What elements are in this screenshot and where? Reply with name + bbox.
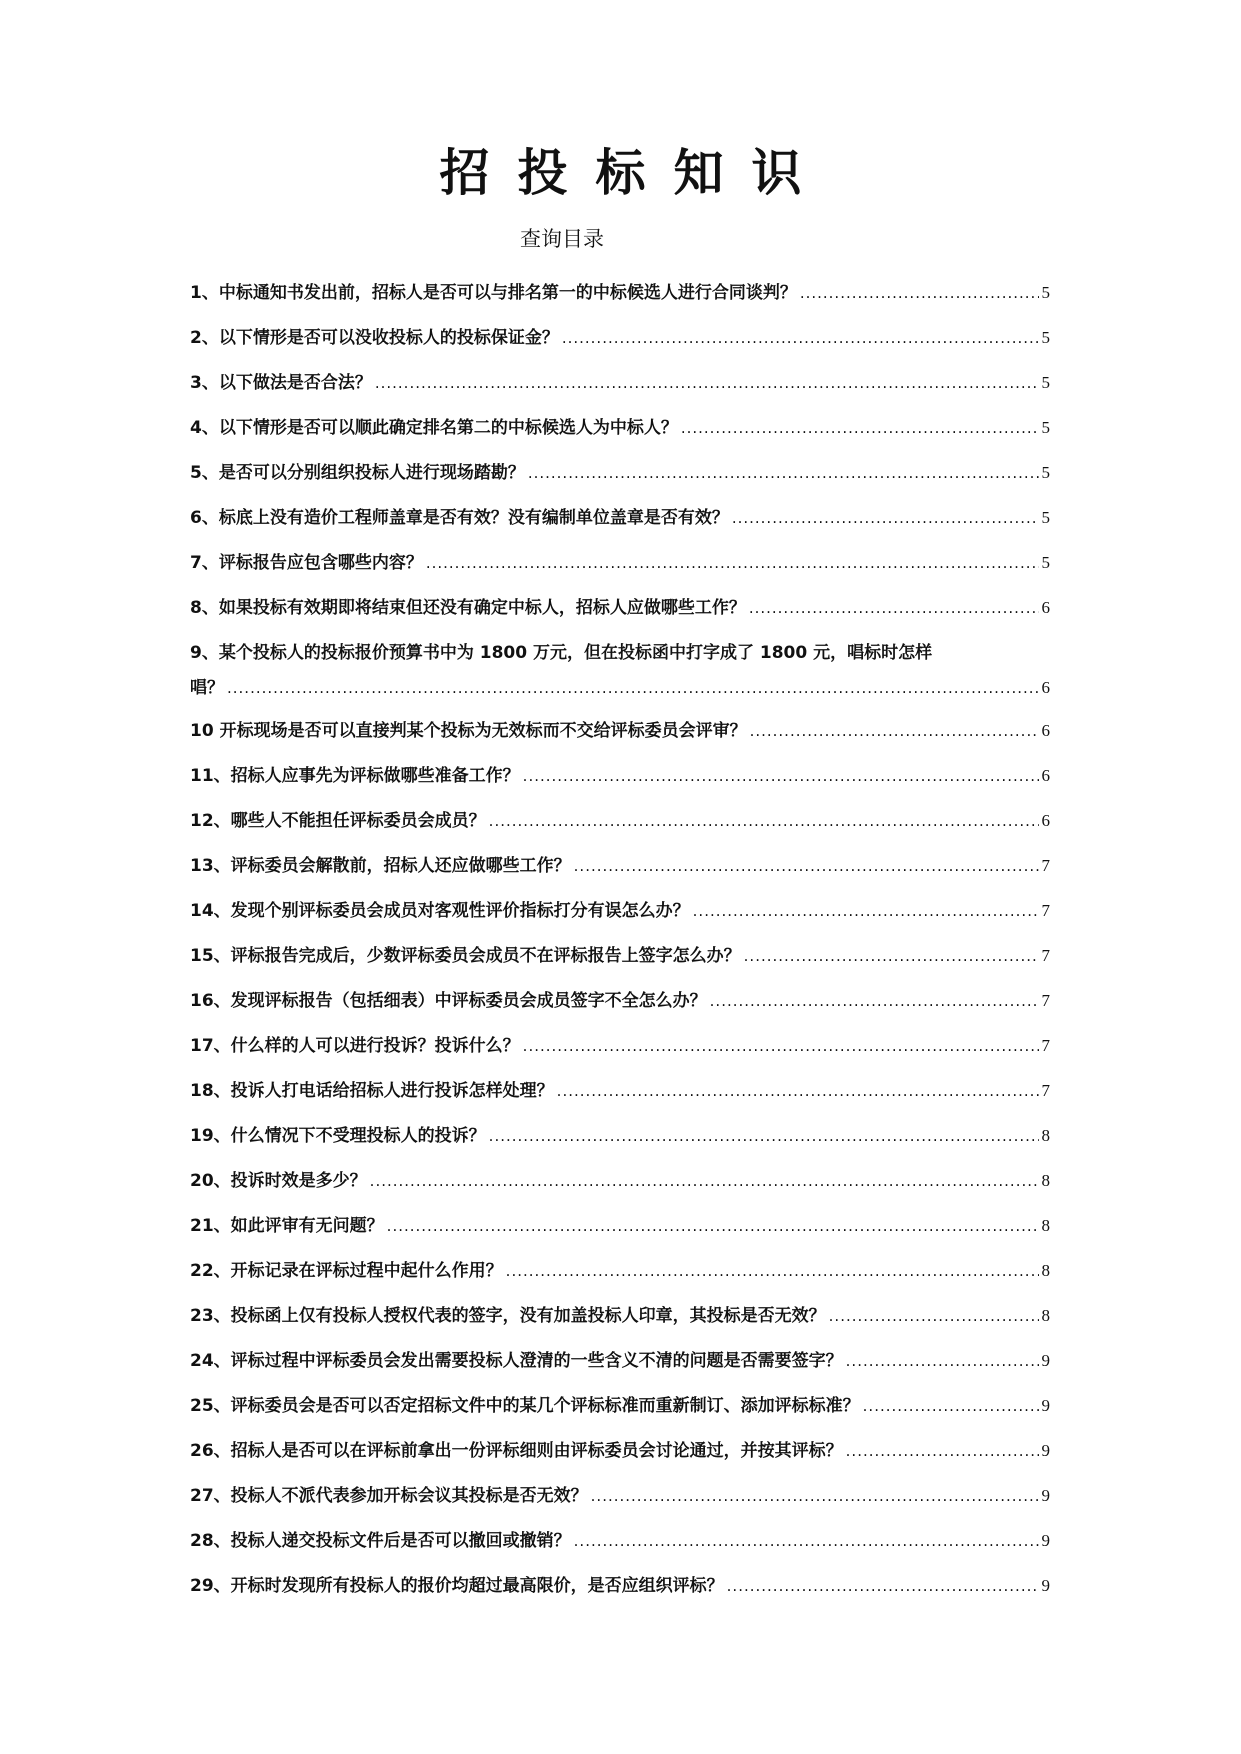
toc-page-number: 7 xyxy=(1041,991,1050,1010)
toc-entry-text: 26、招标人是否可以在评标前拿出一份评标细则由评标委员会讨论通过，并按其评标？ xyxy=(190,1441,843,1461)
toc-page-number: 7 xyxy=(1041,856,1050,875)
toc-page-number: 9 xyxy=(1041,1396,1050,1415)
toc-entry[interactable] xyxy=(190,1485,1050,1507)
toc-entry-text: 7、评标报告应包含哪些内容？ xyxy=(190,553,423,573)
toc-entry[interactable] xyxy=(190,1305,1050,1327)
toc-entry[interactable] xyxy=(190,327,1050,349)
toc-leader-dots xyxy=(387,1215,1039,1237)
toc-leader-dots xyxy=(562,327,1039,349)
toc-leader-dots xyxy=(732,507,1039,529)
toc-leader-dots xyxy=(523,1035,1039,1057)
toc-entry[interactable] xyxy=(190,1350,1050,1372)
toc-leader-dots xyxy=(829,1305,1039,1327)
toc-page-number: 9 xyxy=(1041,1531,1050,1550)
toc-leader-dots xyxy=(574,1530,1039,1552)
toc-entry-text: 22、开标记录在评标过程中起什么作用？ xyxy=(190,1261,503,1281)
toc-entry-text: 25、评标委员会是否可以否定招标文件中的某几个评标标准而重新制订、添加评标标准？ xyxy=(190,1396,860,1416)
toc-entry[interactable] xyxy=(190,282,1050,304)
toc-leader-dots xyxy=(523,765,1039,787)
toc-entry-text: 3、以下做法是否合法？ xyxy=(190,373,372,393)
toc-leader-dots xyxy=(863,1395,1039,1417)
toc-entry-text: 6、标底上没有造价工程师盖章是否有效？没有编制单位盖章是否有效？ xyxy=(190,508,729,528)
toc-leader-dots xyxy=(489,1125,1039,1147)
toc-page-number: 6 xyxy=(1041,598,1050,617)
toc-entry-text: 29、开标时发现所有投标人的报价均超过最高限价，是否应组织评标？ xyxy=(190,1576,724,1596)
toc-leader-dots xyxy=(693,900,1039,922)
toc-entry[interactable] xyxy=(190,810,1050,832)
toc-leader-dots xyxy=(489,810,1039,832)
toc-entry[interactable] xyxy=(190,765,1050,787)
toc-entry[interactable] xyxy=(190,507,1050,529)
toc-entry[interactable] xyxy=(190,1395,1050,1417)
toc-leader-dots xyxy=(846,1350,1039,1372)
toc-entry-text: 1、中标通知书发出前，招标人是否可以与排名第一的中标候选人进行合同谈判？ xyxy=(190,283,797,303)
toc-entry-text: 14、发现个别评标委员会成员对客观性评价指标打分有误怎么办？ xyxy=(190,901,690,921)
toc-entry[interactable] xyxy=(190,945,1050,967)
toc-entry[interactable] xyxy=(190,372,1050,394)
toc-leader-dots xyxy=(528,462,1039,484)
page-title: 招投标知识 xyxy=(439,144,830,202)
toc-page-number: 9 xyxy=(1041,1441,1050,1460)
toc-leader-dots xyxy=(749,597,1039,619)
toc-leader-dots xyxy=(227,677,1039,699)
toc-leader-dots xyxy=(426,552,1039,574)
toc-leader-dots xyxy=(574,855,1039,877)
toc-page-number: 5 xyxy=(1041,508,1050,527)
toc-page-number: 7 xyxy=(1041,901,1050,920)
toc-leader-dots xyxy=(744,945,1039,967)
toc-leader-dots xyxy=(370,1170,1039,1192)
toc-entry[interactable] xyxy=(190,1440,1050,1462)
toc-entry[interactable] xyxy=(190,1125,1050,1147)
toc-entry-text: 唱？ xyxy=(190,678,224,698)
toc-entry[interactable] xyxy=(190,417,1050,439)
toc-entry-text: 18、投诉人打电话给招标人进行投诉怎样处理？ xyxy=(190,1081,554,1101)
toc-entry-text: 21、如此评审有无问题？ xyxy=(190,1216,384,1236)
toc-leader-dots xyxy=(506,1260,1039,1282)
toc-entry[interactable] xyxy=(190,1260,1050,1282)
toc-page-number: 8 xyxy=(1041,1306,1050,1325)
toc-entry-text-line1: 9、某个投标人的投标报价预算书中为 1800 万元，但在投标函中打字成了 1800 元，唱标时怎样 xyxy=(190,643,933,663)
toc-entry[interactable] xyxy=(190,990,1050,1012)
toc-page-number: 9 xyxy=(1041,1351,1050,1370)
toc-leader-dots xyxy=(681,417,1039,439)
toc-entry-text: 12、哪些人不能担任评标委员会成员？ xyxy=(190,811,486,831)
toc-page-number: 5 xyxy=(1041,418,1050,437)
toc-entry[interactable] xyxy=(190,1215,1050,1237)
toc-page-number: 8 xyxy=(1041,1261,1050,1280)
toc-page-number: 7 xyxy=(1041,946,1050,965)
toc-page-number: 6 xyxy=(1041,766,1050,785)
toc-page-number: 7 xyxy=(1041,1081,1050,1100)
toc-entry[interactable] xyxy=(190,1080,1050,1102)
toc-entry[interactable] xyxy=(190,900,1050,922)
toc-page-number: 6 xyxy=(1041,721,1050,740)
toc-entry-text: 11、招标人应事先为评标做哪些准备工作？ xyxy=(190,766,520,786)
toc-entry-text: 5、是否可以分别组织投标人进行现场踏勘？ xyxy=(190,463,525,483)
toc-page-number: 5 xyxy=(1041,553,1050,572)
toc-leader-dots xyxy=(375,372,1039,394)
toc-entry[interactable] xyxy=(190,1170,1050,1192)
toc-page-number: 9 xyxy=(1041,1576,1050,1595)
toc-entry-text: 15、评标报告完成后，少数评标委员会成员不在评标报告上签字怎么办？ xyxy=(190,946,741,966)
toc-entry-text: 10 开标现场是否可以直接判某个投标为无效标而不交给评标委员会评审？ xyxy=(190,721,747,741)
toc-page-number: 8 xyxy=(1041,1126,1050,1145)
toc-page-number: 5 xyxy=(1041,328,1050,347)
toc-leader-dots xyxy=(557,1080,1039,1102)
toc-leader-dots xyxy=(846,1440,1039,1462)
toc-page-number: 9 xyxy=(1041,1486,1050,1505)
toc-entry[interactable] xyxy=(190,720,1050,742)
toc-entry-text: 13、评标委员会解散前，招标人还应做哪些工作？ xyxy=(190,856,571,876)
toc-page-number: 5 xyxy=(1041,373,1050,392)
toc-entry[interactable] xyxy=(190,1530,1050,1552)
toc-entry-text: 20、投诉时效是多少？ xyxy=(190,1171,367,1191)
toc-entry[interactable] xyxy=(190,552,1050,574)
toc-page-number: 5 xyxy=(1041,463,1050,482)
toc-entry-text: 19、什么情况下不受理投标人的投诉？ xyxy=(190,1126,486,1146)
toc-page-number: 6 xyxy=(1041,678,1050,697)
toc-entry-text: 16、发现评标报告（包括细表）中评标委员会成员签字不全怎么办？ xyxy=(190,991,707,1011)
toc-leader-dots xyxy=(800,282,1039,304)
toc-entry[interactable] xyxy=(190,597,1050,619)
toc-entry[interactable] xyxy=(190,1575,1050,1597)
toc-leader-dots xyxy=(750,720,1039,742)
toc-leader-dots xyxy=(710,990,1039,1012)
toc-entry-text: 24、评标过程中评标委员会发出需要投标人澄清的一些含义不清的问题是否需要签字？ xyxy=(190,1351,843,1371)
toc-entry-text: 2、以下情形是否可以没收投标人的投标保证金？ xyxy=(190,328,559,348)
toc-leader-dots xyxy=(591,1485,1039,1507)
toc-entry-text: 23、投标函上仅有投标人授权代表的签字，没有加盖投标人印章，其投标是否无效？ xyxy=(190,1306,826,1326)
toc-leader-dots xyxy=(727,1575,1039,1597)
page-subtitle: 查询目录 xyxy=(520,227,604,251)
toc-page-number: 6 xyxy=(1041,811,1050,830)
toc-page-number: 7 xyxy=(1041,1036,1050,1055)
toc-entry-text: 4、以下情形是否可以顺此确定排名第二的中标候选人为中标人？ xyxy=(190,418,678,438)
toc-entry-text: 17、什么样的人可以进行投诉？投诉什么？ xyxy=(190,1036,520,1056)
toc-entry-text: 8、如果投标有效期即将结束但还没有确定中标人，招标人应做哪些工作？ xyxy=(190,598,746,618)
toc-entry[interactable] xyxy=(190,642,1050,699)
toc-page-number: 8 xyxy=(1041,1171,1050,1190)
toc-entry-text: 28、投标人递交投标文件后是否可以撤回或撤销？ xyxy=(190,1531,571,1551)
toc-entry-text: 27、投标人不派代表参加开标会议其投标是否无效？ xyxy=(190,1486,588,1506)
toc-entry[interactable] xyxy=(190,462,1050,484)
toc-page-number: 5 xyxy=(1041,283,1050,302)
toc-entry[interactable] xyxy=(190,855,1050,877)
toc-page-number: 8 xyxy=(1041,1216,1050,1235)
toc-entry[interactable] xyxy=(190,1035,1050,1057)
